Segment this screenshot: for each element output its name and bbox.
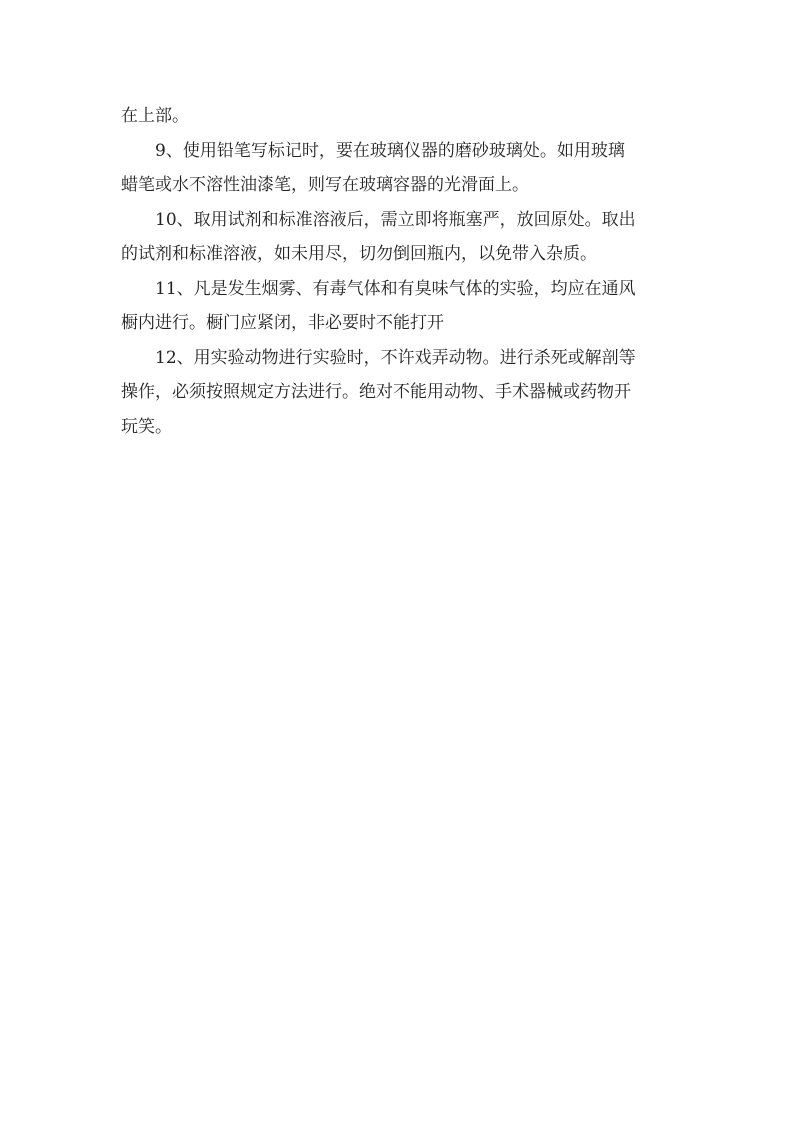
paragraph-item-11	[121, 272, 681, 341]
text-line: 的试剂和标准溶液，如未用尽，切勿倒回瓶内，以免带入杂质。	[121, 244, 597, 264]
document-body	[121, 99, 681, 444]
text-line: 11、凡是发生烟雾、有毒气体和有臭味气体的实验，均应在通风	[155, 278, 636, 299]
text-line: 橱内进行。橱门应紧闭，非必要时不能打开	[121, 313, 444, 333]
text-line: 玩笑。	[121, 416, 172, 437]
text-line: 蜡笔或水不溶性油漆笔，则写在玻璃容器的光滑面上。	[121, 175, 529, 195]
text-line: 9、使用铅笔写标记时，要在玻璃仪器的磨砂玻璃处。如用玻璃	[155, 140, 625, 161]
paragraph-continuation	[121, 99, 681, 134]
text-line: 12、用实验动物进行实验时，不许戏弄动物。进行杀死或解剖等	[155, 347, 636, 368]
text-line: 操作，必须按照规定方法进行。绝对不能用动物、手术器械或药物开	[121, 382, 631, 402]
paragraph-item-9	[121, 134, 681, 203]
paragraph-item-10	[121, 203, 681, 272]
paragraph-item-12	[121, 341, 681, 445]
text-line: 在上部。	[121, 106, 189, 126]
text-line: 10、取用试剂和标准溶液后，需立即将瓶塞严，放回原处。取出	[155, 209, 636, 230]
